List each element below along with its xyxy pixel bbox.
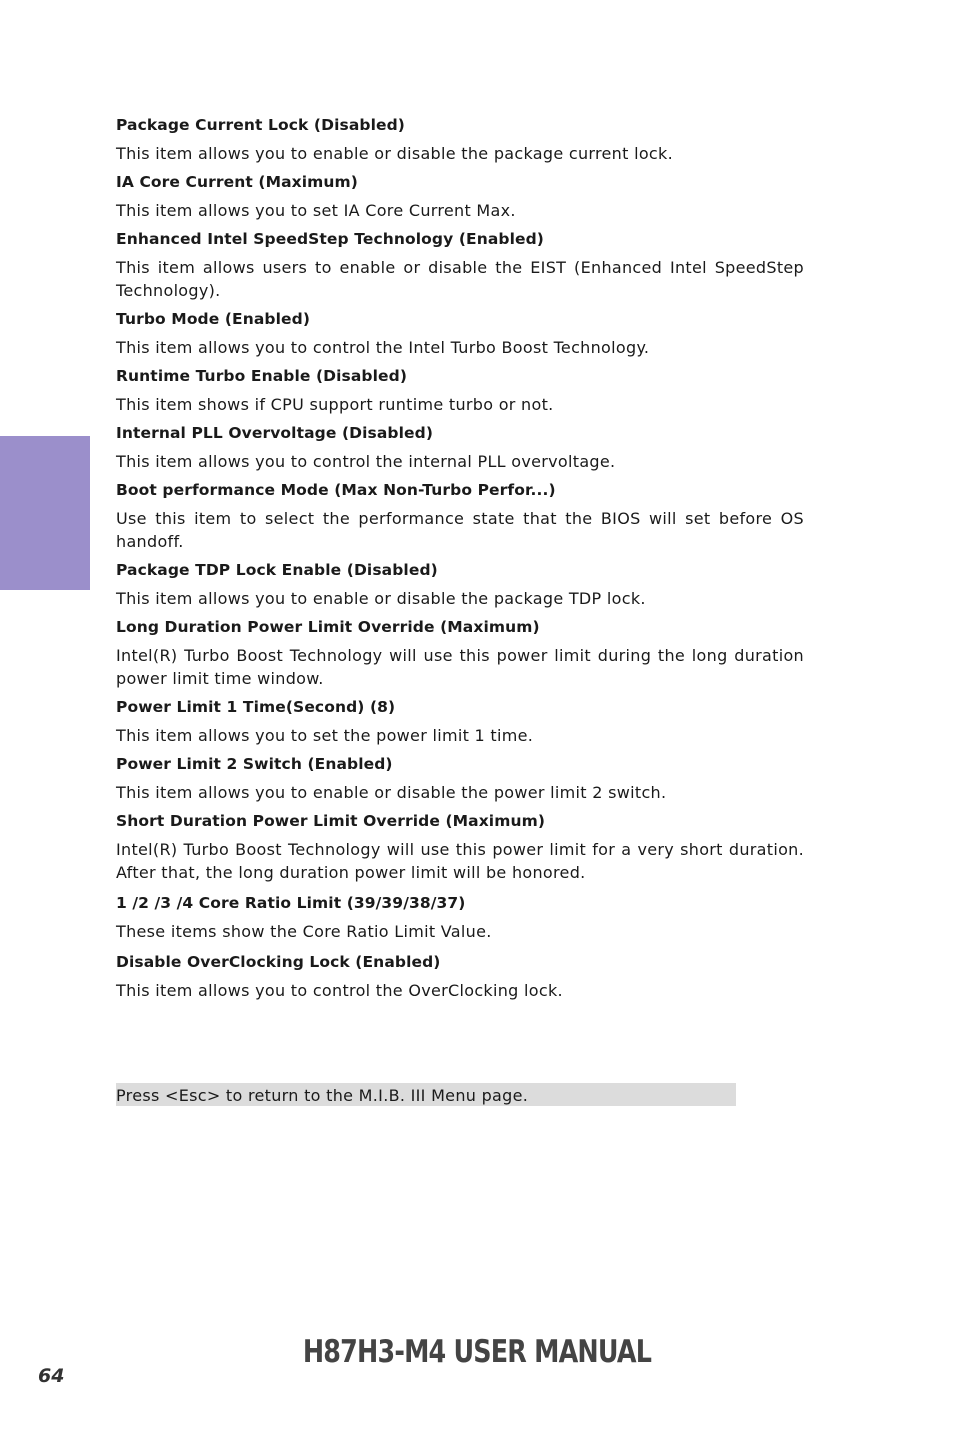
item-title: Turbo Mode (Enabled) <box>116 310 311 328</box>
item-power-limit-1-time <box>116 696 804 747</box>
item-ia-core-current <box>116 171 804 222</box>
item-overclocking-lock <box>116 951 804 1002</box>
item-title: Runtime Turbo Enable (Disabled) <box>116 367 408 385</box>
item-title: IA Core Current (Maximum) <box>116 173 358 191</box>
item-boot-performance <box>116 479 804 553</box>
item-enhanced-speedstep <box>116 228 804 302</box>
item-title: Long Duration Power Limit Override (Maximum) <box>116 618 540 636</box>
item-turbo-mode <box>116 308 804 359</box>
item-title: Power Limit 2 Switch (Enabled) <box>116 755 393 773</box>
item-description: This item allows you to control the OverClocking lock. <box>116 981 563 1000</box>
item-title: Short Duration Power Limit Override (Maximum) <box>116 812 546 830</box>
item-title: Boot performance Mode (Max Non-Turbo Perfor...) <box>116 481 556 499</box>
esc-return-note: Press <Esc> to return to the M.I.B. III Menu page. <box>116 1083 736 1106</box>
item-package-current-lock <box>116 114 804 165</box>
item-title: Internal PLL Overvoltage (Disabled) <box>116 424 434 442</box>
item-power-limit-2-switch <box>116 753 804 804</box>
item-description: This item allows you to enable or disable the package TDP lock. <box>116 589 646 608</box>
item-title: Package Current Lock (Disabled) <box>116 116 405 134</box>
manual-title: H87H3-M4 USER MANUAL <box>302 1334 652 1370</box>
item-description: Intel(R) Turbo Boost Technology will use this power limit for a very short duration. After that, the long duration power limit will be honored. <box>116 840 804 882</box>
item-package-tdp-lock <box>116 559 804 610</box>
item-description: This item allows users to enable or disable the EIST (Enhanced Intel SpeedStep Technology). <box>116 258 804 300</box>
item-title: 1 /2 /3 /4 Core Ratio Limit (39/39/38/37) <box>116 894 466 912</box>
item-title: Enhanced Intel SpeedStep Technology (Enabled) <box>116 230 544 248</box>
item-description: This item allows you to enable or disable the package current lock. <box>116 144 673 163</box>
item-description: Intel(R) Turbo Boost Technology will use this power limit during the long duration power limit time window. <box>116 646 804 688</box>
item-description: These items show the Core Ratio Limit Value. <box>116 922 492 941</box>
item-description: This item allows you to control the internal PLL overvoltage. <box>116 452 616 471</box>
item-description: This item allows you to control the Intel Turbo Boost Technology. <box>116 338 650 357</box>
item-runtime-turbo <box>116 365 804 416</box>
page-number: 64 <box>38 1365 65 1387</box>
item-internal-pll <box>116 422 804 473</box>
item-description: This item allows you to set IA Core Current Max. <box>116 201 516 220</box>
item-description: This item shows if CPU support runtime turbo or not. <box>116 395 554 414</box>
item-title: Package TDP Lock Enable (Disabled) <box>116 561 438 579</box>
item-description: This item allows you to set the power limit 1 time. <box>116 726 534 745</box>
chapter-side-tab <box>0 436 90 590</box>
item-description: This item allows you to enable or disable the power limit 2 switch. <box>116 783 667 802</box>
item-title: Disable OverClocking Lock (Enabled) <box>116 953 441 971</box>
item-title: Power Limit 1 Time(Second) (8) <box>116 698 396 716</box>
item-core-ratio-limit <box>116 892 804 943</box>
item-short-duration-limit <box>116 810 804 884</box>
item-description: Use this item to select the performance state that the BIOS will set before OS handoff. <box>116 509 804 551</box>
item-long-duration-limit <box>116 616 804 690</box>
bios-item-list <box>116 114 804 1008</box>
